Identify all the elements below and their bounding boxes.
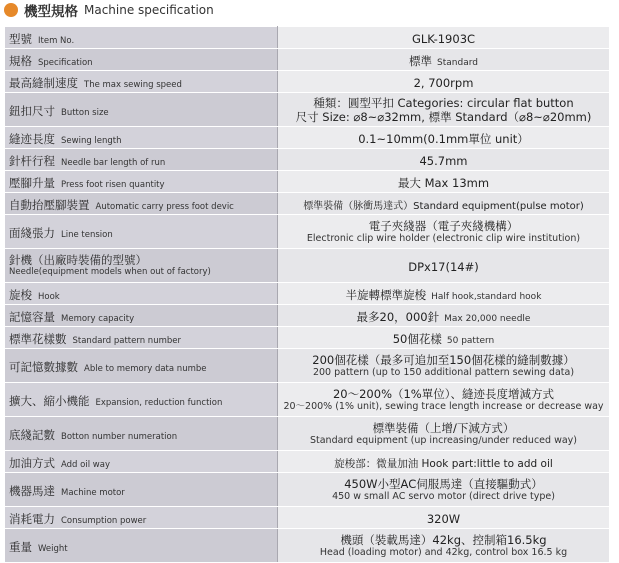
section-title-zh: 機型規格 [24,4,78,20]
spec-row-bottom-count [5,417,610,451]
spec-row-speed [5,71,610,93]
spec-row-sewing-length [5,127,610,149]
spec-row-memory [5,305,610,327]
spec-value: 0.1~10mm(0.1mm單位 unit） [278,127,610,149]
spec-value: 機頭（裝載馬達）42kg、控制箱16.5kg Head (loading motor) and 42kg, control box 16.5 kg [278,529,610,563]
spec-value: 標準裝備（脉衝馬達式）Standard equipment(pulse motor) [278,193,610,215]
spec-label: 針機（出廠時裝備的型號） Needle(equipment models when out of factory) [5,249,278,283]
spec-label: 規格 Specification [5,49,278,71]
spec-row-scaling [5,383,610,417]
spec-label: 鈕扣尺寸 Button size [5,93,278,127]
spec-label: 重量 Weight [5,529,278,563]
spec-label: 旋梭 Hook [5,283,278,305]
spec-value: 2, 700rpm [278,71,610,93]
spec-value: 標準裝備（上增/下減方式） Standard equipment (up increasing/under reduced way) [278,417,610,451]
spec-value: 種類：圓型平扣 Categories: circular flat button 尺寸 Size: ⌀8~⌀32mm, 標準 Standard（⌀8~⌀20mm) [278,93,610,127]
spec-value: 標準 Standard [278,49,610,71]
spec-value: 20～200%（1%單位）、縫迹長度增減方式 20～200% (1% unit), sewing trace length increase or decrease way [278,383,610,417]
spec-value: 50個花樣 50 pattern [278,327,610,349]
spec-label: 機器馬達 Machine motor [5,473,278,507]
spec-row-hook [5,283,610,305]
spec-label: 底綫記數 Botton number numeration [5,417,278,451]
spec-row-needle-bar [5,149,610,171]
spec-table [4,26,610,563]
spec-label: 自動抬壓腳裝置 Automatic carry press foot devic [5,193,278,215]
spec-row-item-no [5,27,610,49]
spec-label: 面綫張力 Line tension [5,215,278,249]
spec-label: 針杆行程 Needle bar length of run [5,149,278,171]
spec-value: 旋梭部：微量加油 Hook part:little to add oil [278,451,610,473]
spec-value: DPx17(14#) [278,249,610,283]
spec-row-motor [5,473,610,507]
spec-row-oil [5,451,610,473]
spec-row-auto-lift [5,193,610,215]
spec-row-needle [5,249,610,283]
spec-row-line-tension [5,215,610,249]
spec-label: 記憶容量 Memory capacity [5,305,278,327]
spec-label: 可記憶數據數 Able to memory data numbe [5,349,278,383]
spec-row-memory-data [5,349,610,383]
spec-label: 型號 Item No. [5,27,278,49]
spec-value: 最多20，000針 Max 20,000 needle [278,305,610,327]
spec-row-weight [5,529,610,563]
spec-row-button-size [5,93,610,127]
spec-label: 標準花樣數 Standard pattern number [5,327,278,349]
spec-row-power [5,507,610,529]
spec-row-std-patterns [5,327,610,349]
spec-value: 200個花樣（最多可追加至150個花樣的縫制數據） 200 pattern (up to 150 additional pattern sewing data) [278,349,610,383]
spec-label: 縫迹長度 Sewing length [5,127,278,149]
spec-row-specification [5,49,610,71]
spec-value: 45.7mm [278,149,610,171]
orange-bullet-icon [4,3,18,17]
spec-value: 最大 Max 13mm [278,171,610,193]
spec-value: 320W [278,507,610,529]
spec-label: 消耗電力 Consumption power [5,507,278,529]
spec-value: 半旋轉標準旋梭 Half hook,standard hook [278,283,610,305]
spec-label: 擴大、縮小機能 Expansion, reduction function [5,383,278,417]
spec-label: 壓腳升量 Press foot risen quantity [5,171,278,193]
section-title-en: Machine specification [84,3,214,17]
spec-value: 電子夾綫器（電子夾綫機構） Electronic clip wire holder (electronic clip wire institution) [278,215,610,249]
section-header [4,0,214,20]
spec-row-presser-foot [5,171,610,193]
spec-label: 加油方式 Add oil way [5,451,278,473]
spec-value: GLK-1903C [278,27,610,49]
spec-label: 最高縫制速度 The max sewing speed [5,71,278,93]
spec-value: 450W小型AC伺服馬達（直接驅動式） 450 w small AC servo motor (direct drive type) [278,473,610,507]
